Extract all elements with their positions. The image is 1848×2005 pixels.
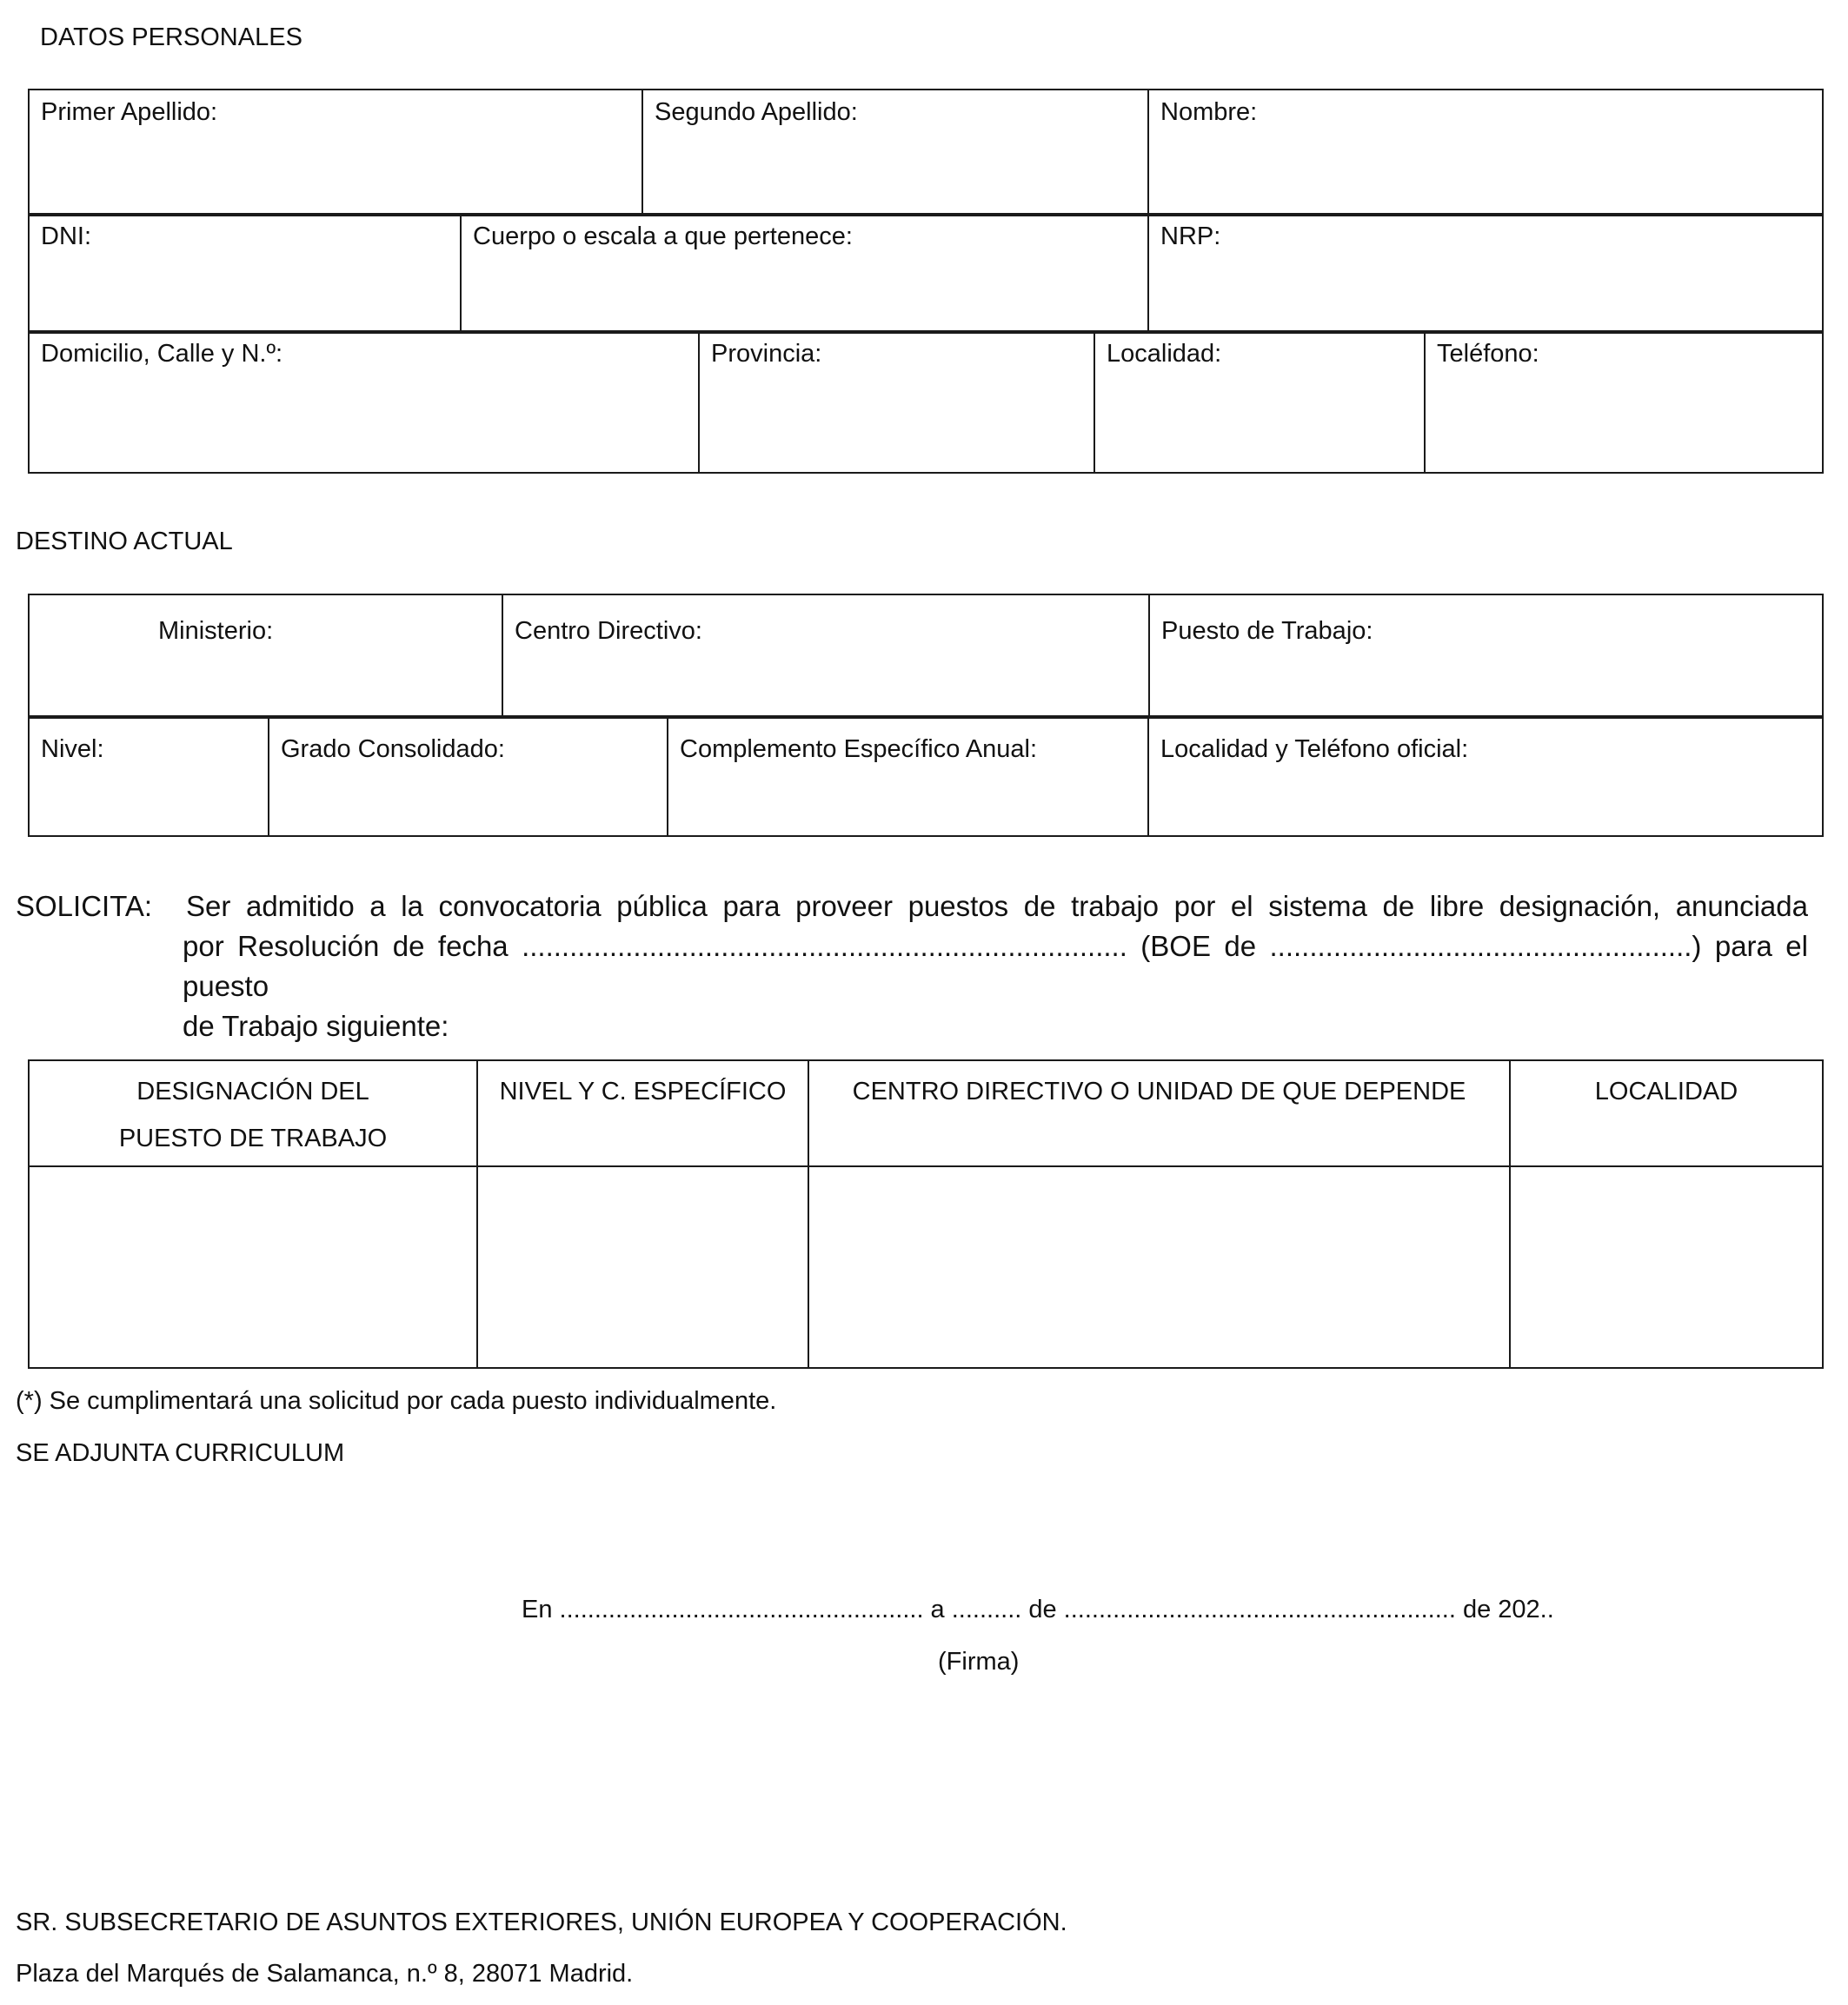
telefono-label: Teléfono: [1437, 340, 1539, 368]
header-localidad-label: LOCALIDAD [1594, 1078, 1738, 1105]
solicita-line-3: de Trabajo siguiente: [183, 1010, 449, 1042]
centro-directivo-field[interactable] [503, 646, 1148, 689]
header-designacion-line1: DESIGNACIÓN DEL [136, 1078, 369, 1105]
header-designacion-line2: PUESTO DE TRABAJO [118, 1125, 388, 1152]
complemento-field[interactable] [668, 764, 1147, 807]
addressee-line-2: Plaza del Marqués de Salamanca, n.º 8, 28071 Madrid. [16, 1960, 634, 1988]
localidad-telefono-cell[interactable] [1148, 716, 1823, 836]
primer-apellido-field[interactable] [30, 127, 641, 170]
domicilio-label: Domicilio, Calle y N.º: [41, 340, 283, 368]
telefono-field[interactable] [1426, 368, 1822, 412]
cuerpo-label: Cuerpo o escala a que pertenece: [473, 222, 853, 250]
nivel-label: Nivel: [41, 735, 104, 763]
solicita-paragraph [183, 886, 1808, 1046]
dni-cell[interactable] [29, 214, 461, 333]
ministerio-label: Ministerio: [158, 617, 274, 645]
provincia-label: Provincia: [711, 340, 822, 368]
dni-label: DNI: [41, 222, 91, 250]
cuerpo-field[interactable] [462, 251, 1147, 295]
localidad-label: Localidad: [1107, 340, 1222, 368]
domicilio-field[interactable] [30, 368, 698, 412]
localidad-input-cell[interactable] [1510, 1166, 1823, 1368]
personal-data-table [28, 89, 1824, 216]
solicita-line-2: por Resolución de fecha ............................................................................ (BOE de .....................................................) para el puesto [183, 930, 1808, 1002]
domicilio-cell[interactable] [29, 331, 699, 473]
ministerio-cell[interactable] [29, 594, 502, 718]
nombre-field[interactable] [1149, 127, 1822, 170]
personal-data-row2 [28, 213, 1824, 334]
primer-apellido-label: Primer Apellido: [41, 98, 218, 126]
complemento-cell[interactable] [668, 716, 1148, 836]
grado-field[interactable] [269, 764, 667, 807]
requested-positions-table [28, 1059, 1824, 1369]
nivel-field[interactable] [30, 764, 268, 807]
destino-table-row1 [28, 594, 1824, 719]
localidad-cell[interactable] [1094, 331, 1425, 473]
nombre-label: Nombre: [1160, 98, 1258, 126]
designacion-input-cell[interactable] [29, 1166, 477, 1368]
segundo-apellido-cell[interactable] [642, 90, 1148, 216]
place-date-line[interactable]: En .................................................... a .......... de ........................................................ de 202.. [522, 1596, 1554, 1623]
header-nivel-label: NIVEL Y C. ESPECÍFICO [499, 1078, 787, 1105]
firma-label: (Firma) [938, 1648, 1020, 1676]
segundo-apellido-field[interactable] [643, 127, 1147, 170]
centro-directivo-cell[interactable] [502, 594, 1149, 718]
puesto-trabajo-cell[interactable] [1149, 594, 1823, 718]
nivel-input-cell[interactable] [477, 1166, 808, 1368]
addressee-line-1: SR. SUBSECRETARIO DE ASUNTOS EXTERIORES, UNIÓN EUROPEA Y COOPERACIÓN. [16, 1909, 1067, 1936]
grado-cell[interactable] [269, 716, 668, 836]
puesto-trabajo-label: Puesto de Trabajo: [1161, 617, 1373, 645]
nombre-cell[interactable] [1148, 90, 1823, 216]
complemento-label: Complemento Específico Anual: [680, 735, 1038, 763]
nrp-field[interactable] [1149, 251, 1822, 295]
localidad-field[interactable] [1095, 368, 1424, 412]
segundo-apellido-label: Segundo Apellido: [655, 98, 858, 126]
solicita-line-1: Ser admitido a la convocatoria pública para proveer puestos de trabajo por el sistema de libre designación, anunciada [186, 890, 1808, 922]
solicita-label: SOLICITA: [16, 890, 153, 922]
header-centro [808, 1060, 1510, 1166]
section-title-destino: DESTINO ACTUAL [16, 528, 233, 555]
nrp-cell[interactable] [1148, 214, 1823, 333]
grado-label: Grado Consolidado: [281, 735, 505, 763]
dni-field[interactable] [30, 251, 460, 295]
footnote: (*) Se cumplimentará una solicitud por cada puesto individualmente. [16, 1387, 777, 1415]
puesto-trabajo-field[interactable] [1150, 646, 1822, 689]
header-nivel [477, 1060, 808, 1166]
header-designacion [29, 1060, 477, 1166]
nivel-cell[interactable] [29, 716, 269, 836]
centro-directivo-label: Centro Directivo: [515, 617, 702, 645]
centro-input-cell[interactable] [808, 1166, 1510, 1368]
se-adjunta-curriculum: SE ADJUNTA CURRICULUM [16, 1439, 345, 1467]
primer-apellido-cell[interactable] [29, 90, 642, 216]
header-centro-label: CENTRO DIRECTIVO O UNIDAD DE QUE DEPENDE [852, 1078, 1466, 1105]
localidad-telefono-field[interactable] [1149, 764, 1822, 807]
localidad-telefono-label: Localidad y Teléfono oficial: [1160, 735, 1469, 763]
ministerio-field[interactable] [30, 646, 502, 689]
destino-table-row2 [28, 715, 1824, 837]
telefono-cell[interactable] [1425, 331, 1823, 473]
provincia-cell[interactable] [699, 331, 1094, 473]
cuerpo-cell[interactable] [461, 214, 1148, 333]
provincia-field[interactable] [700, 368, 1094, 412]
nrp-label: NRP: [1160, 222, 1221, 250]
header-localidad [1510, 1060, 1823, 1166]
section-title-personal: DATOS PERSONALES [40, 23, 302, 51]
personal-data-row3 [28, 330, 1824, 474]
